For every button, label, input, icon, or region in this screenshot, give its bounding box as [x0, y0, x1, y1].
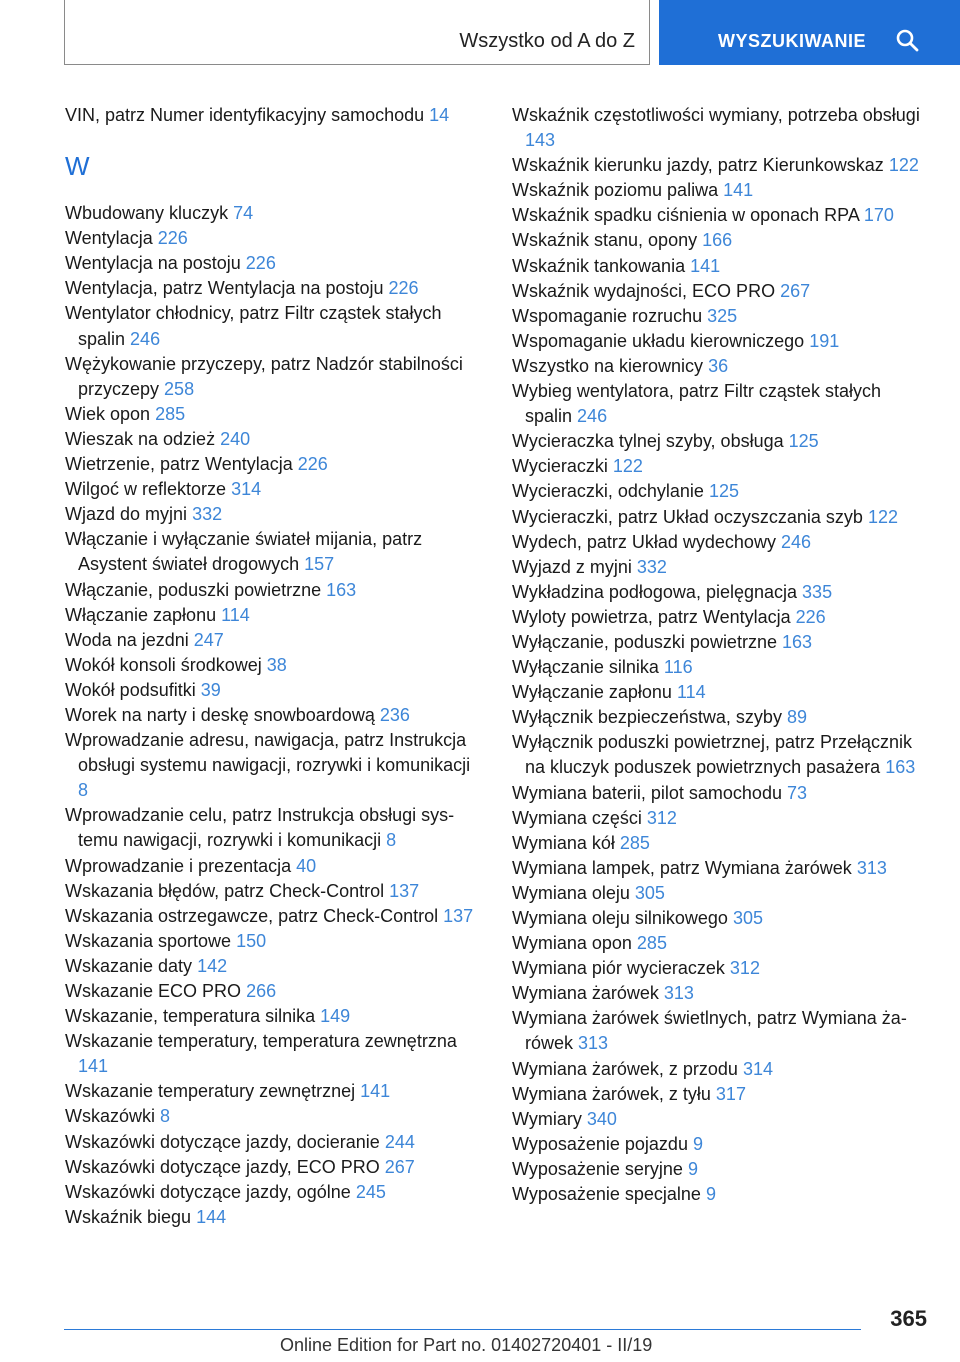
page-link[interactable]: 141 — [78, 1056, 109, 1077]
page-link[interactable]: 137 — [389, 880, 420, 901]
index-entry — [65, 301, 485, 351]
page-link[interactable]: 122 — [867, 506, 899, 527]
index-entry — [512, 178, 932, 203]
page-link[interactable]: 325 — [707, 305, 738, 326]
index-entry-text: Wymiary — [512, 1108, 582, 1129]
index-entry-text: Wyjazd z myjni — [512, 556, 632, 577]
index-entry-text: Wymiana oleju — [512, 882, 630, 903]
page-link[interactable]: 226 — [795, 606, 826, 627]
index-entry-text: Wskazówki dotyczące jazdy, ECO PRO — [65, 1156, 380, 1177]
a-to-z-label: Wszystko od A do Z — [459, 30, 635, 52]
index-entry-text: VIN, patrz Numer identyfikacyjny samochodu — [65, 105, 425, 125]
index-entry — [512, 1182, 932, 1207]
index-entry — [512, 379, 932, 429]
index-entry — [65, 1155, 485, 1180]
index-entry-text: Wyłączanie zapłonu — [512, 682, 672, 703]
index-entry — [65, 904, 485, 929]
index-entry — [512, 203, 932, 228]
page-link[interactable]: 8 — [160, 1106, 171, 1127]
index-entry — [65, 703, 485, 728]
index-entry — [65, 854, 485, 879]
index-entry-text: Wskaźnik spadku ciśnienia w oponach RPA — [512, 205, 859, 226]
index-entry — [65, 929, 485, 954]
index-column-left — [65, 103, 485, 1230]
page-link[interactable]: 170 — [863, 205, 894, 226]
page-link[interactable]: 332 — [192, 504, 223, 525]
page-link[interactable]: 314 — [742, 1058, 773, 1079]
index-entry — [512, 555, 932, 580]
index-entry-text: Wprowadzanie celu, patrz Instrukcja obsługi systemu nawigacji, rozrywki i komunikacji — [65, 805, 455, 851]
index-entry — [512, 329, 932, 354]
index-entry — [512, 655, 932, 680]
index-entry — [65, 452, 485, 477]
index-entry-text: Wskazanie daty — [65, 955, 193, 976]
index-entry-text: Wycieraczki — [512, 456, 608, 477]
page-link[interactable]: 9 — [692, 1133, 703, 1154]
page-link[interactable]: 122 — [888, 155, 919, 176]
index-entry — [65, 728, 485, 803]
page-link[interactable]: 122 — [612, 456, 643, 477]
index-entry-text: Wokół konsoli środkowej — [65, 654, 262, 675]
page-link[interactable]: 163 — [885, 757, 916, 778]
index-entry-text: Wskazówki — [65, 1106, 156, 1127]
index-entry-text: Wyłączanie silnika — [512, 657, 659, 678]
index-entry — [512, 1107, 932, 1132]
index-entry-text: Wężykowanie przyczepy, patrz Nadzór stabilności przyczepy — [65, 353, 463, 399]
index-entry — [512, 981, 932, 1006]
index-entry — [65, 1180, 485, 1205]
index-entry — [65, 803, 485, 853]
index-entry-text: Wilgoć w reflektorze — [65, 479, 227, 500]
page-link[interactable]: 163 — [781, 631, 813, 652]
index-entry-text: Wszystko na kierownicy — [512, 355, 704, 376]
page-link[interactable]: 258 — [164, 378, 195, 399]
page-link[interactable]: 8 — [78, 780, 89, 801]
index-entry — [512, 781, 932, 806]
index-entry-text: Woda na jezdni — [65, 629, 189, 650]
index-entry-text: Wskaźnik wydajności, ECO PRO — [512, 280, 776, 301]
search-button[interactable] — [659, 0, 960, 65]
index-entry-text: Wymiana żarówek, z przodu — [512, 1058, 738, 1079]
page-link[interactable]: 142 — [197, 955, 228, 976]
magnifier-icon — [895, 28, 919, 52]
index-entry — [512, 630, 932, 655]
index-entry — [512, 881, 932, 906]
index-entry — [65, 402, 485, 427]
page-link[interactable]: 9 — [705, 1184, 716, 1205]
index-entry-text: Włączanie i wyłączanie świateł mijania, patrz Asystent świateł drogowych — [65, 529, 423, 575]
index-entry — [512, 1057, 932, 1082]
page-link[interactable]: 40 — [296, 855, 317, 876]
page-link[interactable]: 267 — [384, 1156, 415, 1177]
index-entry — [65, 427, 485, 452]
index-entry-text: Wymiana żarówek — [512, 983, 659, 1004]
index-column-right — [512, 103, 932, 1207]
page-link[interactable]: 305 — [732, 908, 764, 928]
index-entry — [65, 1004, 485, 1029]
index-entry-text: Wyposażenie pojazdu — [512, 1133, 688, 1154]
index-entry — [65, 979, 485, 1004]
index-entry — [512, 806, 932, 831]
index-entry-text: Wentylacja na postoju — [65, 253, 241, 274]
page-link[interactable]: 305 — [634, 882, 665, 903]
index-entry — [65, 276, 485, 301]
index-entry-text: Wymiana części — [512, 807, 642, 828]
index-entry-text: Wycieraczka tylnej szyby, obsługa — [512, 431, 784, 452]
index-entry — [65, 1029, 485, 1079]
index-entry — [512, 479, 932, 504]
page-link[interactable]: 141 — [360, 1081, 391, 1102]
page-link[interactable]: 89 — [786, 707, 807, 728]
index-entry-text: Wskaźnik częstotliwości wymiany, potrzeba obsługi — [512, 105, 920, 125]
index-entry — [512, 505, 932, 530]
index-entry — [65, 477, 485, 502]
page-link[interactable]: 143 — [525, 130, 556, 151]
page-link[interactable]: 312 — [729, 958, 760, 979]
page-link[interactable]: 335 — [802, 581, 833, 602]
page-link[interactable]: 244 — [384, 1131, 415, 1152]
index-entry-text: Wymiana żarówek świetlnych, patrz Wymiana żarówek — [512, 1008, 907, 1054]
index-entry-text: Wentylacja, patrz Wentylacja na postoju — [65, 278, 384, 299]
index-entry-text: Wiek opon — [65, 403, 151, 424]
index-entry-text: Wskazania sportowe — [65, 930, 232, 951]
index-entry — [512, 1132, 932, 1157]
index-entry — [512, 605, 932, 630]
page-link[interactable]: 39 — [200, 679, 221, 700]
page-link[interactable]: 246 — [130, 328, 161, 349]
index-entry — [512, 730, 932, 780]
page-link[interactable]: 314 — [231, 479, 262, 500]
index-entry-text: Włączanie, poduszki powietrzne — [65, 579, 322, 600]
index-entry-text: Wbudowany kluczyk — [65, 203, 229, 224]
index-entry-text: Wskazanie ECO PRO — [65, 981, 242, 1001]
page-link[interactable]: 149 — [320, 1006, 351, 1027]
index-entry-text: Wyposażenie seryjne — [512, 1158, 683, 1179]
page-link[interactable]: 125 — [788, 431, 819, 452]
index-entry-text: Wskazania błędów, patrz Check-Control — [65, 880, 385, 901]
index-entry — [512, 530, 932, 555]
index-entry — [512, 906, 932, 931]
index-entry-text: Wyposażenie specjalne — [512, 1184, 701, 1205]
index-entry-text: Wskazanie temperatury, temperatura zewnętrzna — [65, 1031, 457, 1052]
index-entry — [65, 251, 485, 276]
index-entry — [512, 103, 932, 153]
index-entry — [65, 226, 485, 251]
section-letter: W — [65, 151, 90, 182]
index-entry — [512, 354, 932, 379]
index-entry-text: Wjazd do myjni — [65, 504, 188, 525]
page-link[interactable]: 36 — [708, 355, 729, 376]
index-entry-text: Wymiana oleju silnikowego — [512, 908, 728, 928]
footer-divider — [64, 1329, 861, 1330]
index-entry-text: Wspomaganie układu kierowniczego — [512, 330, 805, 351]
page-link[interactable]: 150 — [236, 930, 267, 951]
page-link[interactable]: 114 — [676, 682, 706, 703]
index-entry-text: Wymiana baterii, pilot samochodu — [512, 782, 782, 803]
page-link[interactable]: 240 — [220, 428, 251, 449]
page-link[interactable]: 9 — [687, 1158, 698, 1179]
index-entry-text: Wybieg wentylatora, patrz Filtr cząstek stałych spalin — [512, 381, 881, 427]
search-label: WYSZUKIWANIE — [718, 31, 866, 51]
page-link[interactable]: 144 — [196, 1206, 227, 1227]
page-link[interactable]: 236 — [379, 704, 410, 725]
index-entry — [512, 1157, 932, 1182]
index-entry — [65, 1130, 485, 1155]
index-entry — [65, 954, 485, 979]
page-link[interactable]: 226 — [157, 228, 188, 249]
index-entry — [512, 1082, 932, 1107]
page-link[interactable]: 340 — [586, 1108, 617, 1129]
index-entry — [512, 153, 932, 178]
index-entry-text: Wskaźnik tankowania — [512, 255, 686, 276]
page-link[interactable]: 166 — [702, 230, 733, 251]
page-link[interactable]: 313 — [856, 857, 887, 878]
page-link[interactable]: 313 — [578, 1033, 609, 1054]
index-entry — [512, 580, 932, 605]
index-entry — [65, 578, 485, 603]
page-link[interactable]: 141 — [690, 255, 721, 276]
index-entry — [65, 502, 485, 527]
page-link[interactable]: 267 — [780, 280, 811, 301]
index-entry — [512, 254, 932, 279]
index-entry-text: Wspomaganie rozruchu — [512, 305, 703, 326]
index-entry — [512, 831, 932, 856]
index-entry — [65, 678, 485, 703]
page-link[interactable]: 137 — [443, 905, 474, 926]
index-entry-text: Wymiana lampek, patrz Wymiana żarówek — [512, 857, 852, 878]
page-link[interactable]: 317 — [715, 1083, 746, 1104]
index-entry — [65, 527, 485, 577]
index-entry — [65, 653, 485, 678]
page-link[interactable]: 332 — [636, 556, 667, 577]
index-entry-text: Wietrzenie, patrz Wentylacja — [65, 454, 293, 475]
index-entry-text: Wskaźnik biegu — [65, 1206, 192, 1227]
index-entry-text: Wyłączanie, poduszki powietrzne — [512, 631, 777, 652]
index-entry-text: Wyłącznik bezpieczeństwa, szyby — [512, 707, 782, 728]
index-entry — [65, 352, 485, 402]
index-entry-text: Wskaźnik kierunku jazdy, patrz Kierunkowskaz — [512, 155, 884, 176]
index-entry — [512, 454, 932, 479]
index-entry-text: Wykładzina podłogowa, pielęgnacja — [512, 581, 798, 602]
index-entry — [65, 1079, 485, 1104]
index-entry — [512, 956, 932, 981]
index-entry — [512, 931, 932, 956]
index-entry-text: Wentylator chłodnicy, patrz Filtr cząstek stałych spalin — [65, 303, 442, 349]
page-link[interactable]: 8 — [386, 830, 397, 851]
index-entry-text: Wyłącznik poduszki powietrznej, patrz Przełącznik na kluczyk poduszek powietrznych pasażera — [512, 732, 912, 778]
page-link[interactable]: 141 — [723, 180, 754, 201]
page-link[interactable]: 312 — [646, 807, 677, 828]
page-link[interactable]: 116 — [663, 657, 693, 678]
index-entry-text: Wskazania ostrzegawcze, patrz Check-Control — [65, 905, 439, 926]
index-entry-text: Wycieraczki, odchylanie — [512, 481, 704, 502]
index-entry-text: Wymiana opon — [512, 933, 632, 954]
page-link[interactable]: 247 — [193, 629, 224, 650]
index-entry — [512, 228, 932, 253]
index-entry-text: Wskazówki dotyczące jazdy, docieranie — [65, 1131, 380, 1152]
page-link[interactable]: 285 — [636, 933, 667, 954]
footer-edition: Online Edition for Part no. 01402720401 - II/19 — [280, 1335, 653, 1355]
page-link[interactable]: 125 — [708, 481, 739, 502]
index-entry — [65, 103, 485, 128]
page-link[interactable]: 74 — [233, 203, 254, 224]
page-link[interactable]: 313 — [663, 983, 694, 1004]
index-entry-text: Wskaźnik poziomu paliwa — [512, 180, 719, 201]
index-entry — [512, 680, 932, 705]
index-entry-text: Wieszak na odzież — [65, 428, 216, 449]
index-entry-text: Wokół podsufitki — [65, 679, 196, 700]
page-link[interactable]: 285 — [155, 403, 186, 424]
page-link[interactable]: 163 — [326, 579, 357, 600]
index-entry — [65, 1104, 485, 1129]
index-entry-text: Wymiana żarówek, z tyłu — [512, 1083, 711, 1104]
page-link[interactable]: 114 — [221, 604, 250, 625]
index-entry — [512, 705, 932, 730]
index-entry — [512, 856, 932, 881]
index-entry-text: Wprowadzanie adresu, nawigacja, patrz Instrukcja obsługi systemu nawigacji, rozrywki i komunikacji — [65, 730, 471, 776]
page-link[interactable]: 285 — [619, 832, 650, 853]
page-link[interactable]: 38 — [266, 654, 287, 675]
index-entry-text: Wskaźnik stanu, opony — [512, 230, 698, 251]
index-entry-text: Wskazówki dotyczące jazdy, ogólne — [65, 1181, 351, 1202]
index-entry-text: Wycieraczki, patrz Układ oczyszczania szyb — [512, 506, 863, 527]
index-entry — [512, 1006, 932, 1056]
index-entry-text: Włączanie zapłonu — [65, 604, 217, 625]
index-entry — [65, 628, 485, 653]
page-link[interactable]: 266 — [246, 981, 277, 1001]
index-entry-text: Wskazanie temperatury zewnętrznej — [65, 1081, 356, 1102]
index-entry-text: Worek na narty i deskę snowboardową — [65, 704, 375, 725]
index-entry — [512, 304, 932, 329]
page-link[interactable]: 73 — [786, 782, 808, 803]
page-link[interactable]: 157 — [304, 554, 335, 575]
index-entry — [65, 879, 485, 904]
index-entry-text: Wymiana kół — [512, 832, 615, 853]
index-entry-text: Wydech, patrz Układ wydechowy — [512, 531, 776, 552]
index-entry-text: Wprowadzanie i prezentacja — [65, 855, 292, 876]
page-link[interactable]: 226 — [388, 278, 419, 299]
index-entry-text: Wentylacja — [65, 228, 153, 249]
page-link[interactable]: 246 — [780, 531, 812, 552]
index-entry-text: Wymiana piór wycieraczek — [512, 958, 725, 979]
page-link[interactable]: 226 — [245, 253, 276, 274]
page-link[interactable]: 14 — [429, 105, 450, 125]
header-a-to-z-tab[interactable] — [64, 0, 650, 65]
index-entry — [65, 201, 485, 226]
page-link[interactable]: 226 — [297, 454, 328, 475]
index-entry-text: Wyloty powietrza, patrz Wentylacja — [512, 606, 791, 627]
index-entry — [512, 279, 932, 304]
index-entry — [512, 429, 932, 454]
page-link[interactable]: 191 — [809, 330, 840, 351]
page-link[interactable]: 246 — [577, 406, 608, 427]
page-link[interactable]: 245 — [355, 1181, 386, 1202]
page-number: 365 — [890, 1306, 927, 1331]
index-entry-text: Wskazanie, temperatura silnika — [65, 1006, 316, 1027]
index-entry — [65, 603, 485, 628]
index-entry — [65, 1205, 485, 1230]
